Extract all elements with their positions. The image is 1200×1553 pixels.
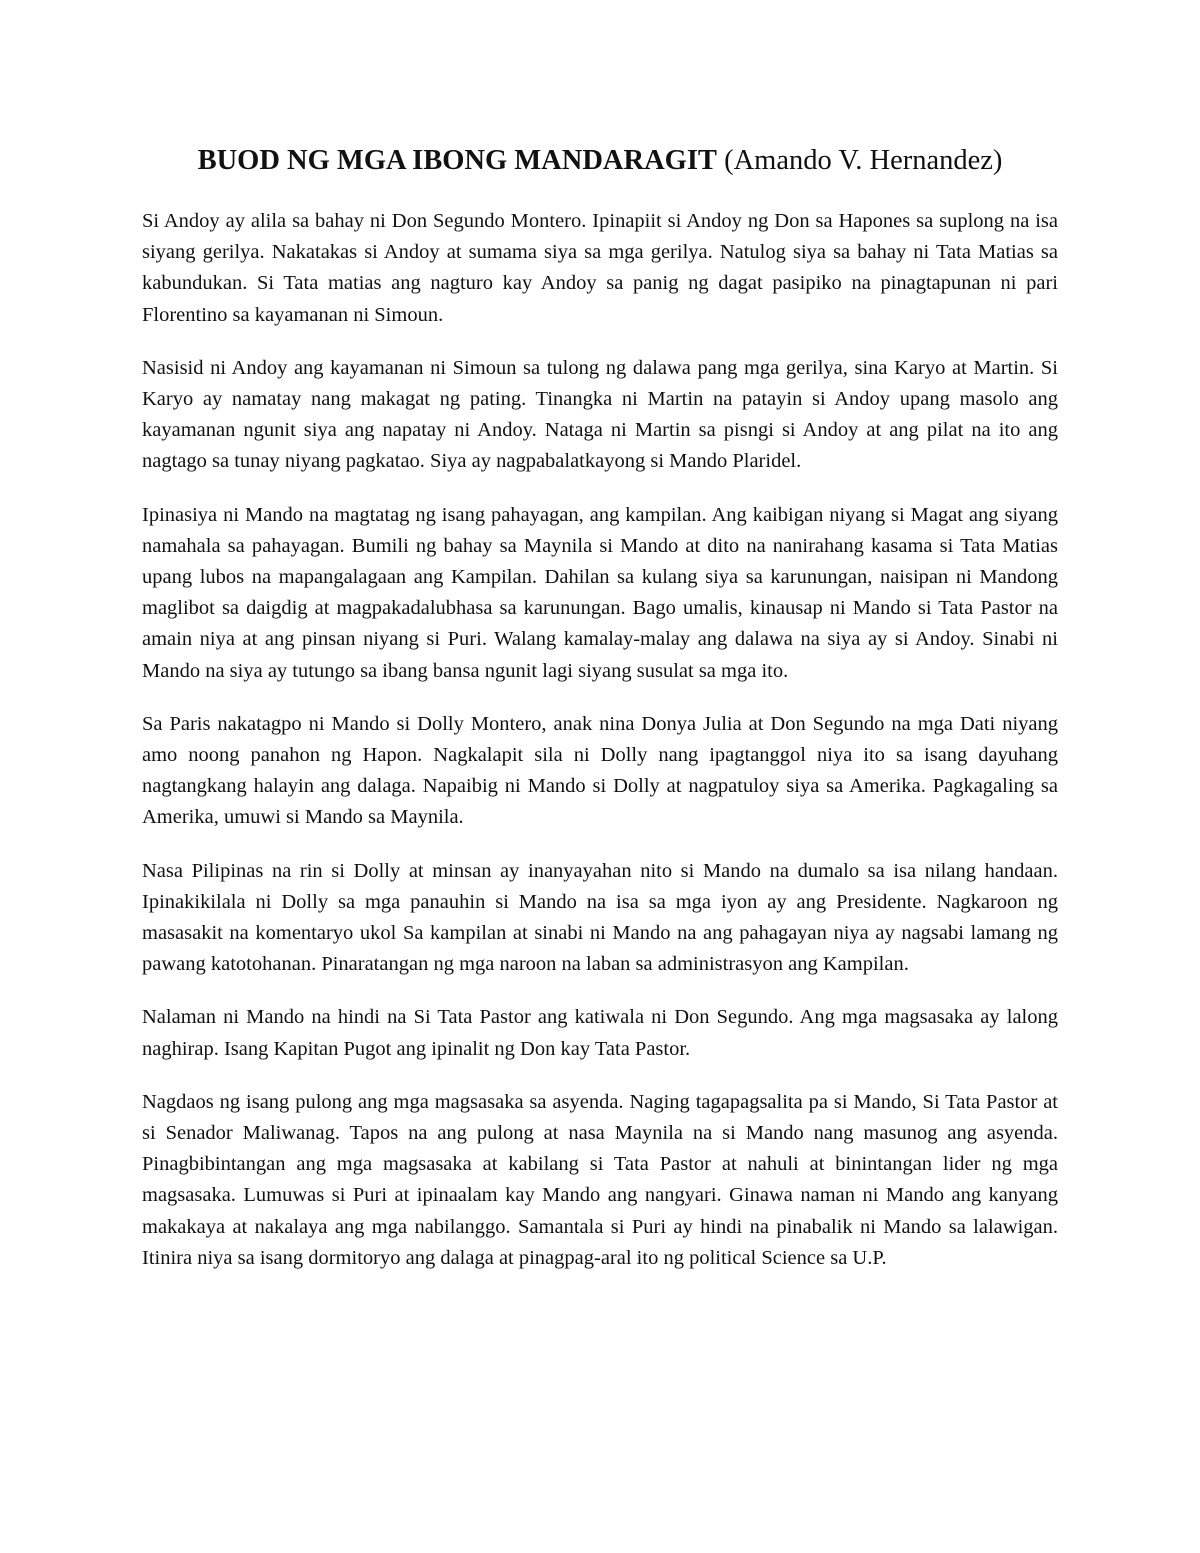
paragraph-4: Sa Paris nakatagpo ni Mando si Dolly Montero, anak nina Donya Julia at Don Segundo na mga Dati niyang amo noong panahon ng Hapon. Nagkalapit sila ni Dolly nang ipagtanggol niya ito sa isang dayuhang nagtangkang halayin ang dalaga. Napaibig ni Mando si Dolly at nagpatuloy siya sa Amerika. Pagkagaling sa Amerika, umuwi si Mando sa Maynila. — [142, 712, 1058, 829]
title-author: (Amando V. Hernandez) — [724, 145, 1003, 176]
paragraph-2: Nasisid ni Andoy ang kayamanan ni Simoun sa tulong ng dalawa pang mga gerilya, sina Karyo at Martin. Si Karyo ay namatay nang makagat ng pating. Tinangka ni Martin na patayin si Andoy upang masolo ang kayamanan ngunit siya ang napatay ni Andoy. Nataga ni Martin sa pisngi si Andoy at ang pilat na ito ang nagtago sa tunay niyang pagkatao. Siya ay nagpabalatkayong si Mando Plaridel. — [142, 356, 1058, 473]
paragraph-7: Nagdaos ng isang pulong ang mga magsasaka sa asyenda. Naging tagapagsalita pa si Mando, Si Tata Pastor at si Senador Maliwanag. Tapos na ang pulong at nasa Maynila na si Mando nang masunog ang asyenda. Pinagbibintangan ang mga magsasaka at kabilang si Tata Pastor at nahuli at binintangan lider ng mga magsasaka. Lumuwas si Puri at ipinaalam kay Mando ang nangyari. Ginawa naman ni Mando ang kanyang makakaya at nakalaya ang mga nabilanggo. Samantala si Puri ay hindi na pinabalik ni Mando sa lalawigan. Itinira niya sa isang dormitoryo ang dalaga at pinagpag-aral ito ng political Science sa U.P. — [142, 1090, 1058, 1269]
document-title — [142, 142, 1058, 180]
paragraph-5: Nasa Pilipinas na rin si Dolly at minsan ay inanyayahan nito si Mando na dumalo sa isa nilang handaan. Ipinakikilala ni Dolly sa mga panauhin si Mando na isa sa mga iyon ay ang Presidente. Nagkaroon ng masasakit na komentaryo ukol Sa kampilan at sinabi ni Mando na ang pahagayan niya ay nagsabi lamang ng pawang katotohanan. Pinaratangan ng mga naroon na laban sa administrasyon ang Kampilan. — [142, 859, 1058, 976]
paragraph-1: Si Andoy ay alila sa bahay ni Don Segundo Montero. Ipinapiit si Andoy ng Don sa Hapones sa suplong na isa siyang gerilya. Nakatakas si Andoy at sumama siya sa mga gerilya. Natulog siya sa bahay ni Tata Matias sa kabundukan. Si Tata matias ang nagturo kay Andoy sa panig ng dagat pasipiko na pinagtapunan ni pari Florentino sa kayamanan ni Simoun. — [142, 210, 1058, 326]
title-main: BUOD NG MGA IBONG MANDARAGIT — [197, 145, 717, 176]
paragraph-3: Ipinasiya ni Mando na magtatag ng isang pahayagan, ang kampilan. Ang kaibigan niyang si Magat ang siyang namahala sa pahayagan. Bumili ng bahay sa Maynila si Mando at dito na nanirahang kasama si Tata Matias upang lubos na mapangalagaan ang Kampilan. Dahilan sa kulang siya sa karunungan, naisipan ni Mandong maglibot sa daigdig at magpakadalubhasa sa karunungan. Bago umalis, kinausap ni Mando si Tata Pastor na amain niya at ang pinsan niyang si Puri. Walang kamalay-malay ang dalawa na siya ay si Andoy. Sinabi ni Mando na siya ay tutungo sa ibang bansa ngunit lagi siyang susulat sa mga ito. — [142, 503, 1058, 682]
paragraph-6: Nalaman ni Mando na hindi na Si Tata Pastor ang katiwala ni Don Segundo. Ang mga magsasaka ay lalong naghirap. Isang Kapitan Pugot ang ipinalit ng Don kay Tata Pastor. — [142, 1006, 1058, 1060]
